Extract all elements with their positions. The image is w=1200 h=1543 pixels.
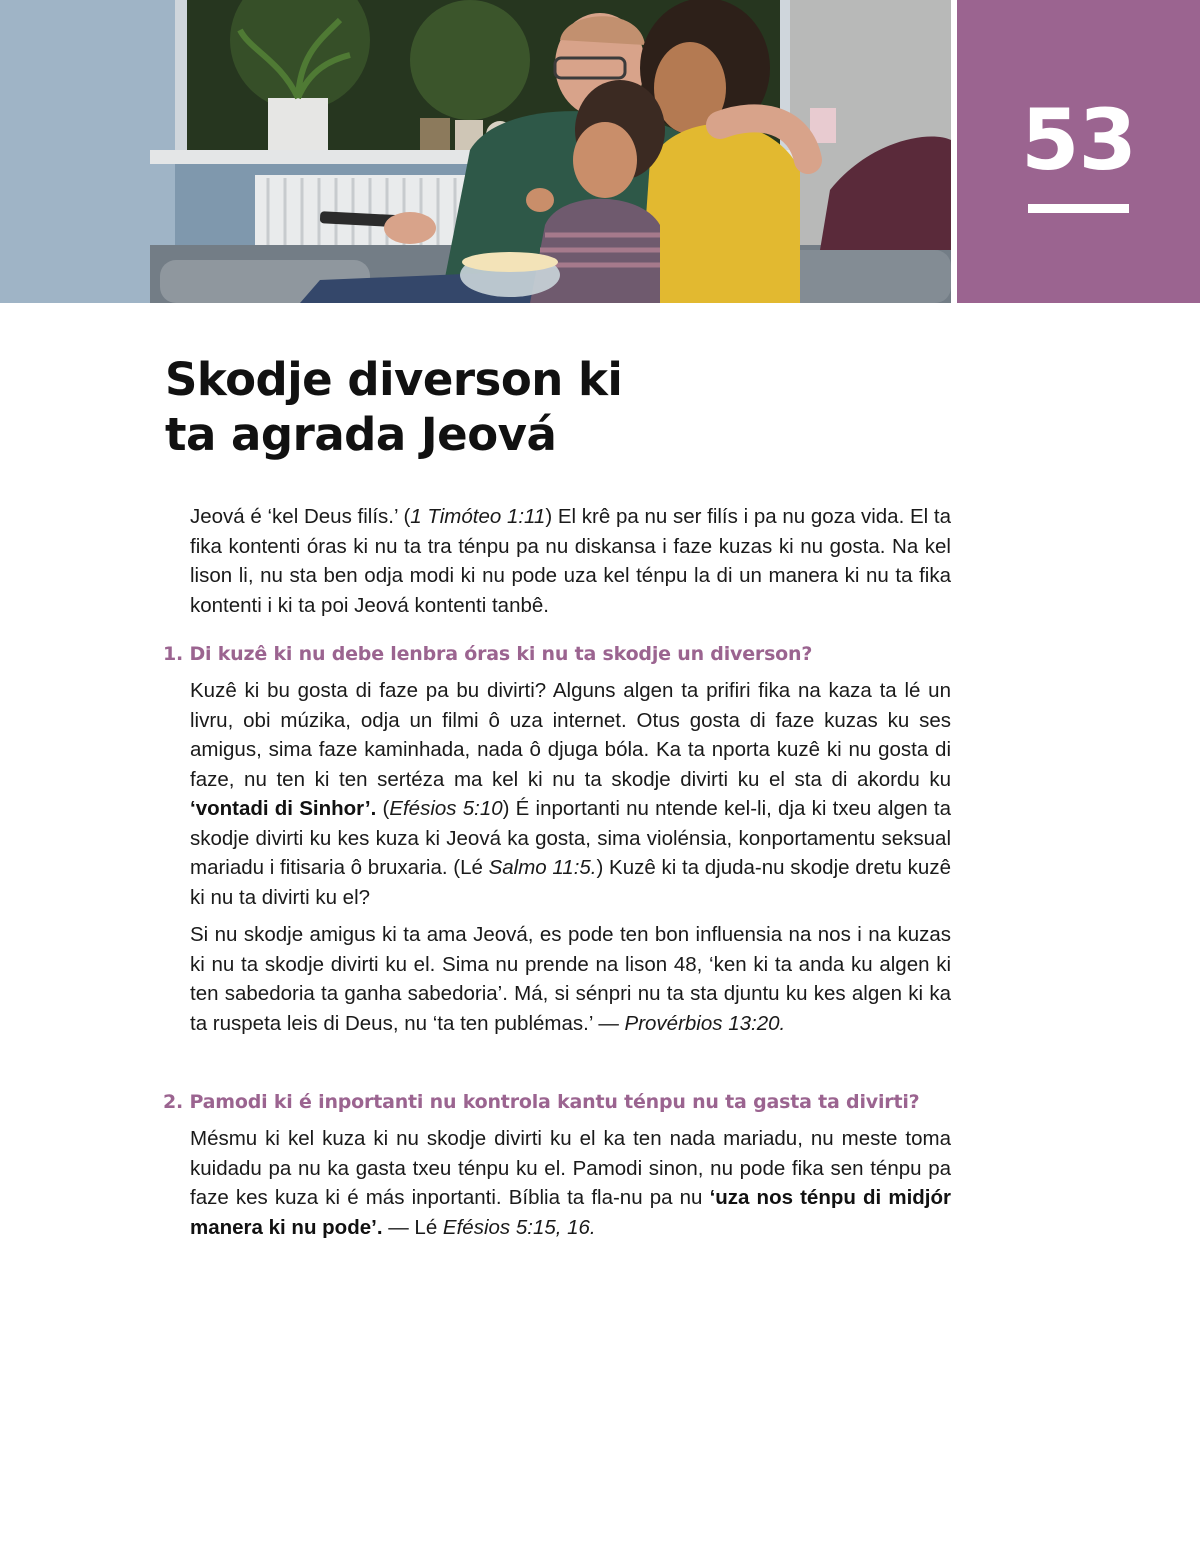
- page-title: [165, 352, 865, 462]
- title-line-2: ta agrada Jeová: [165, 408, 557, 461]
- family-on-sofa-illustration: [0, 0, 951, 303]
- title-line-1: Skodje diverson ki: [165, 353, 623, 406]
- scripture-reference: 1 Timóteo 1:11: [410, 505, 546, 528]
- section1-p1-text-1: Kuzê ki bu gosta di faze pa bu divirti? Alguns algen ta prifiri fika na kaza ta lé un livru, obi múzika, odja un filmi ô uza internet. Otus gosta di faze kuzas ku ses amigus, sima faze kaminhada, nada ô djuga bóla. Ka ta nporta kuzê ki nu gosta di faze, nu ten ki ten sertéza ma kel ki nu ta skodje divirti ku el sta di akordu ku: [190, 679, 951, 791]
- section1-p2-text-1: Si nu skodje amigus ki ta ama Jeová, es pode ten bon influensia na nos i na kuzas ki nu ta skodje divirti ku el. Sima nu prende na lison 48, ‘ken ki ta anda ku algen ki ten sabedoria ta ganha sabedoria’. Má, si sénpri nu ta sta djuntu ku kes algen ki ka ta ruspeta leis di Deus, nu ‘ta ten publémas.’ —: [190, 923, 951, 1035]
- lesson-number-badge: [957, 0, 1200, 303]
- question-2-heading: 2. Pamodi ki é inportanti nu kontrola kantu ténpu nu ta gasta ta divirti?: [163, 1091, 920, 1113]
- badge-underline: [1028, 204, 1129, 213]
- section2-p1-text-2: — Lé: [382, 1215, 443, 1239]
- question-1-heading: 1. Di kuzê ki nu debe lenbra óras ki nu ta skodje un diverson?: [163, 643, 813, 665]
- intro-text-1: Jeová é ‘kel Deus filís.’ (: [190, 505, 411, 528]
- header-photo: [0, 0, 951, 303]
- scripture-reference: Efésios 5:10: [389, 797, 503, 820]
- scripture-reference: Salmo 11:5.: [488, 856, 597, 879]
- section1-paragraph-1: [190, 676, 951, 912]
- section1-p1-text-4: ) Kuzê ki ta djuda-nu skodje dretu kuzê ki nu ta divirti ku el?: [190, 856, 951, 909]
- section1-paragraph-2: [190, 920, 951, 1038]
- intro-paragraph: [190, 502, 951, 620]
- scripture-quote: ‘uza nos ténpu di midjór manera ki nu pode’.: [190, 1186, 951, 1239]
- scripture-quote: ‘vontadi di Sinhor’.: [190, 797, 377, 820]
- section1-p1-text-3: ) É inportanti nu ntende kel-li, dja ki txeu algen ta skodje divirti ku kes kuza ki Jeová ka gosta, sima violénsia, konportamentu seksual mariadu i fitisaria ô bruxaria. (Lé: [190, 797, 951, 879]
- intro-text-2: ) El krê pa nu ser filís i pa nu goza vida. El ta fika kontenti óras ki nu ta tra ténpu pa nu diskansa i faze kuzas ki nu gosta. Na kel lison li, nu sta ben odja modi ki nu pode uza kel ténpu la di un manera ki nu ta fika kontenti i ki ta poi Jeová kontenti tanbê.: [190, 505, 951, 617]
- scripture-reference: Provérbios 13:20.: [624, 1011, 786, 1035]
- scripture-reference: Efésios 5:15, 16.: [442, 1215, 596, 1239]
- section2-p1-text-1: Mésmu ki kel kuza ki nu skodje divirti ku el ka ten nada mariadu, nu meste toma kuidadu pa nu ka gasta txeu ténpu ku el. Pamodi sinon, nu pode fika sen ténpu pa faze kes kuza ki é más inportanti. Bíblia ta fla-nu pa nu: [190, 1127, 951, 1209]
- lesson-number: 53: [1021, 91, 1136, 189]
- section2-paragraph-1: [190, 1124, 951, 1242]
- section1-p1-text-2: (: [376, 797, 390, 820]
